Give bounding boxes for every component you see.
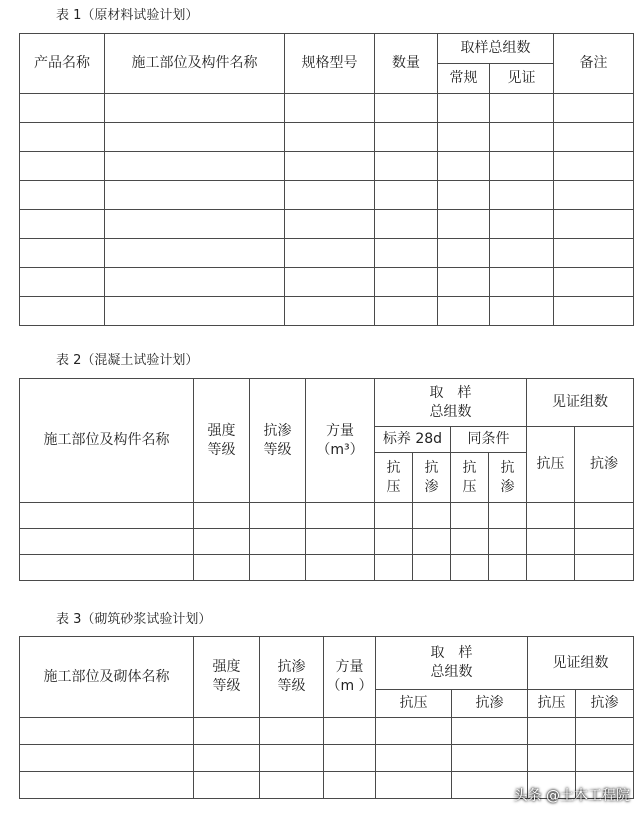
table-row: [20, 123, 634, 152]
table-row: [20, 503, 634, 529]
cell[interactable]: [554, 94, 634, 123]
header-regular: 常规: [438, 64, 490, 94]
cell[interactable]: [105, 239, 285, 268]
header-volume-line2: （m³）: [316, 441, 364, 458]
cell[interactable]: [194, 772, 260, 799]
cell[interactable]: [105, 152, 285, 181]
cell[interactable]: [438, 297, 490, 326]
table2-body: [20, 503, 634, 581]
cell[interactable]: [324, 745, 376, 772]
cell[interactable]: [451, 529, 489, 555]
cell[interactable]: [105, 123, 285, 152]
cell[interactable]: [375, 94, 438, 123]
cell[interactable]: [575, 503, 634, 529]
cell[interactable]: [438, 181, 490, 210]
header-volume-line2: （m ）: [326, 678, 373, 694]
cell[interactable]: [489, 503, 527, 529]
cell[interactable]: [20, 181, 105, 210]
cell[interactable]: [413, 529, 451, 555]
cell[interactable]: [285, 152, 375, 181]
cell[interactable]: [20, 123, 105, 152]
cell[interactable]: [490, 239, 554, 268]
cell[interactable]: [375, 239, 438, 268]
cell[interactable]: [306, 555, 375, 581]
cell[interactable]: [105, 297, 285, 326]
header-strength-line1: 强度: [212, 659, 241, 676]
cell[interactable]: [375, 555, 413, 581]
header-same-compression-line2: 压: [462, 478, 477, 495]
cell[interactable]: [375, 123, 438, 152]
cell[interactable]: [528, 718, 576, 745]
header-same-seepage-line2: 渗: [500, 478, 515, 495]
cell[interactable]: [20, 94, 105, 123]
cell[interactable]: [375, 152, 438, 181]
cell[interactable]: [576, 745, 634, 772]
cell[interactable]: [451, 555, 489, 581]
cell[interactable]: [575, 529, 634, 555]
header-sampling-line2: 总组数: [430, 664, 473, 680]
cell[interactable]: [438, 268, 490, 297]
cell[interactable]: [20, 152, 105, 181]
header-witness-compression: 抗压: [528, 690, 576, 718]
header-sampling-total: [376, 637, 528, 690]
cell[interactable]: [285, 94, 375, 123]
cell[interactable]: [375, 503, 413, 529]
cell[interactable]: [554, 210, 634, 239]
table-row: [20, 268, 634, 297]
header-strength-line2: 等级: [207, 441, 236, 458]
cell[interactable]: [554, 239, 634, 268]
cell[interactable]: [490, 210, 554, 239]
header-std-seepage-line2: 渗: [424, 478, 439, 495]
cell[interactable]: [576, 718, 634, 745]
table-row: [20, 745, 634, 772]
watermark: 头条 @土木工程院: [513, 788, 630, 804]
cell[interactable]: [452, 745, 528, 772]
header-remark: 备注: [554, 34, 634, 94]
cell[interactable]: [554, 181, 634, 210]
table1-caption: 表 1（原材料试验计划）: [56, 8, 199, 23]
table2-concrete-plan: [19, 378, 634, 581]
header-strength-grade: [194, 379, 250, 503]
table-row: [20, 94, 634, 123]
table-row: [20, 181, 634, 210]
header-volume: [324, 637, 376, 718]
cell[interactable]: [285, 239, 375, 268]
table-row: [20, 718, 634, 745]
header-sampling-total: 取样总组数: [438, 34, 554, 64]
header-location: 施工部位及砌体名称: [20, 637, 194, 718]
cell[interactable]: [490, 94, 554, 123]
header-same-compression-line1: 抗: [462, 459, 477, 476]
header-standard-28d: 标养 28d: [375, 427, 451, 453]
cell[interactable]: [375, 210, 438, 239]
table3-caption: 表 3（砌筑砂浆试验计划）: [56, 612, 212, 627]
cell[interactable]: [375, 297, 438, 326]
header-volume: [306, 379, 375, 503]
cell[interactable]: [438, 210, 490, 239]
table1-body: [20, 94, 634, 326]
cell[interactable]: [438, 94, 490, 123]
header-quantity: 数量: [375, 34, 438, 94]
table-row: [20, 555, 634, 581]
header-std-compression-line1: 抗: [386, 459, 401, 476]
cell[interactable]: [105, 210, 285, 239]
cell[interactable]: [285, 268, 375, 297]
header-witness-groups: 见证组数: [528, 637, 634, 690]
header-volume-line1: 方量: [335, 659, 364, 676]
header-impermeability-grade: [250, 379, 306, 503]
cell[interactable]: [285, 297, 375, 326]
header-sampling-compression: 抗压: [376, 690, 452, 718]
cell[interactable]: [20, 555, 194, 581]
header-std-seepage-line1: 抗: [424, 459, 439, 476]
cell[interactable]: [554, 123, 634, 152]
cell[interactable]: [375, 529, 413, 555]
header-strength-line1: 强度: [207, 422, 236, 439]
cell[interactable]: [20, 297, 105, 326]
cell[interactable]: [554, 268, 634, 297]
cell[interactable]: [20, 210, 105, 239]
cell[interactable]: [554, 297, 634, 326]
header-impermeability-line1: 抗渗: [263, 422, 292, 439]
header-impermeability-grade: [260, 637, 324, 718]
table1-raw-material-plan: [19, 33, 634, 326]
header-witness-seepage: 抗渗: [575, 427, 634, 503]
header-product-name: 产品名称: [20, 34, 105, 94]
cell[interactable]: [285, 123, 375, 152]
header-same-compression: [451, 453, 489, 503]
table-row: [20, 529, 634, 555]
cell[interactable]: [194, 718, 260, 745]
cell[interactable]: [20, 268, 105, 297]
header-location: 施工部位及构件名称: [105, 34, 285, 94]
header-same-condition: 同条件: [451, 427, 527, 453]
cell[interactable]: [20, 745, 194, 772]
cell[interactable]: [20, 239, 105, 268]
cell[interactable]: [527, 555, 575, 581]
cell[interactable]: [438, 152, 490, 181]
header-same-seepage-line1: 抗: [500, 459, 515, 476]
cell[interactable]: [306, 503, 375, 529]
table-row: [20, 297, 634, 326]
cell[interactable]: [250, 503, 306, 529]
cell[interactable]: [490, 297, 554, 326]
cell[interactable]: [375, 268, 438, 297]
header-sampling-total: [375, 379, 527, 427]
header-witness-groups: 见证组数: [527, 379, 634, 427]
cell[interactable]: [413, 555, 451, 581]
cell[interactable]: [105, 181, 285, 210]
cell[interactable]: [490, 268, 554, 297]
header-spec: 规格型号: [285, 34, 375, 94]
cell[interactable]: [528, 745, 576, 772]
cell[interactable]: [306, 529, 375, 555]
cell[interactable]: [490, 152, 554, 181]
cell[interactable]: [438, 123, 490, 152]
cell[interactable]: [194, 529, 250, 555]
table3-mortar-plan: [19, 636, 634, 799]
cell[interactable]: [451, 503, 489, 529]
cell[interactable]: [105, 268, 285, 297]
cell[interactable]: [376, 718, 452, 745]
header-witness-compression: 抗压: [527, 427, 575, 503]
header-witness-seepage: 抗渗: [576, 690, 634, 718]
cell[interactable]: [324, 718, 376, 745]
cell[interactable]: [285, 210, 375, 239]
header-strength-grade: [194, 637, 260, 718]
header-sampling-line1: 取 样: [429, 384, 472, 401]
header-volume-line1: 方量: [326, 422, 354, 439]
cell[interactable]: [20, 529, 194, 555]
cell[interactable]: [20, 772, 194, 799]
header-sampling-line1: 取 样: [430, 645, 473, 662]
header-std-seepage: [413, 453, 451, 503]
header-impermeability-line1: 抗渗: [277, 659, 306, 676]
table-row: [20, 239, 634, 268]
cell[interactable]: [490, 123, 554, 152]
cell[interactable]: [250, 529, 306, 555]
header-strength-line2: 等级: [212, 678, 241, 694]
cell[interactable]: [527, 503, 575, 529]
header-impermeability-line2: 等级: [263, 441, 292, 458]
cell[interactable]: [527, 529, 575, 555]
cell[interactable]: [575, 555, 634, 581]
header-same-seepage: [489, 453, 527, 503]
header-std-compression-line2: 压: [386, 478, 401, 495]
header-location: 施工部位及构件名称: [20, 379, 194, 503]
cell[interactable]: [413, 503, 451, 529]
cell[interactable]: [489, 555, 527, 581]
cell[interactable]: [260, 772, 324, 799]
cell[interactable]: [438, 239, 490, 268]
cell[interactable]: [194, 503, 250, 529]
header-sampling-line2: 总组数: [429, 403, 472, 420]
cell[interactable]: [490, 181, 554, 210]
header-sampling-seepage: 抗渗: [452, 690, 528, 718]
cell[interactable]: [194, 555, 250, 581]
table-row: [20, 152, 634, 181]
cell[interactable]: [250, 555, 306, 581]
table-row: [20, 210, 634, 239]
cell[interactable]: [376, 772, 452, 799]
cell[interactable]: [375, 181, 438, 210]
cell[interactable]: [20, 718, 194, 745]
table2-caption: 表 2（混凝土试验计划）: [56, 353, 199, 368]
cell[interactable]: [489, 529, 527, 555]
cell[interactable]: [20, 503, 194, 529]
cell[interactable]: [554, 152, 634, 181]
cell[interactable]: [324, 772, 376, 799]
cell[interactable]: [376, 745, 452, 772]
cell[interactable]: [194, 745, 260, 772]
header-std-compression: [375, 453, 413, 503]
cell[interactable]: [452, 718, 528, 745]
cell[interactable]: [105, 94, 285, 123]
header-impermeability-line2: 等级: [277, 678, 306, 694]
cell[interactable]: [285, 181, 375, 210]
cell[interactable]: [260, 718, 324, 745]
header-witness: 见证: [490, 64, 554, 94]
cell[interactable]: [260, 745, 324, 772]
